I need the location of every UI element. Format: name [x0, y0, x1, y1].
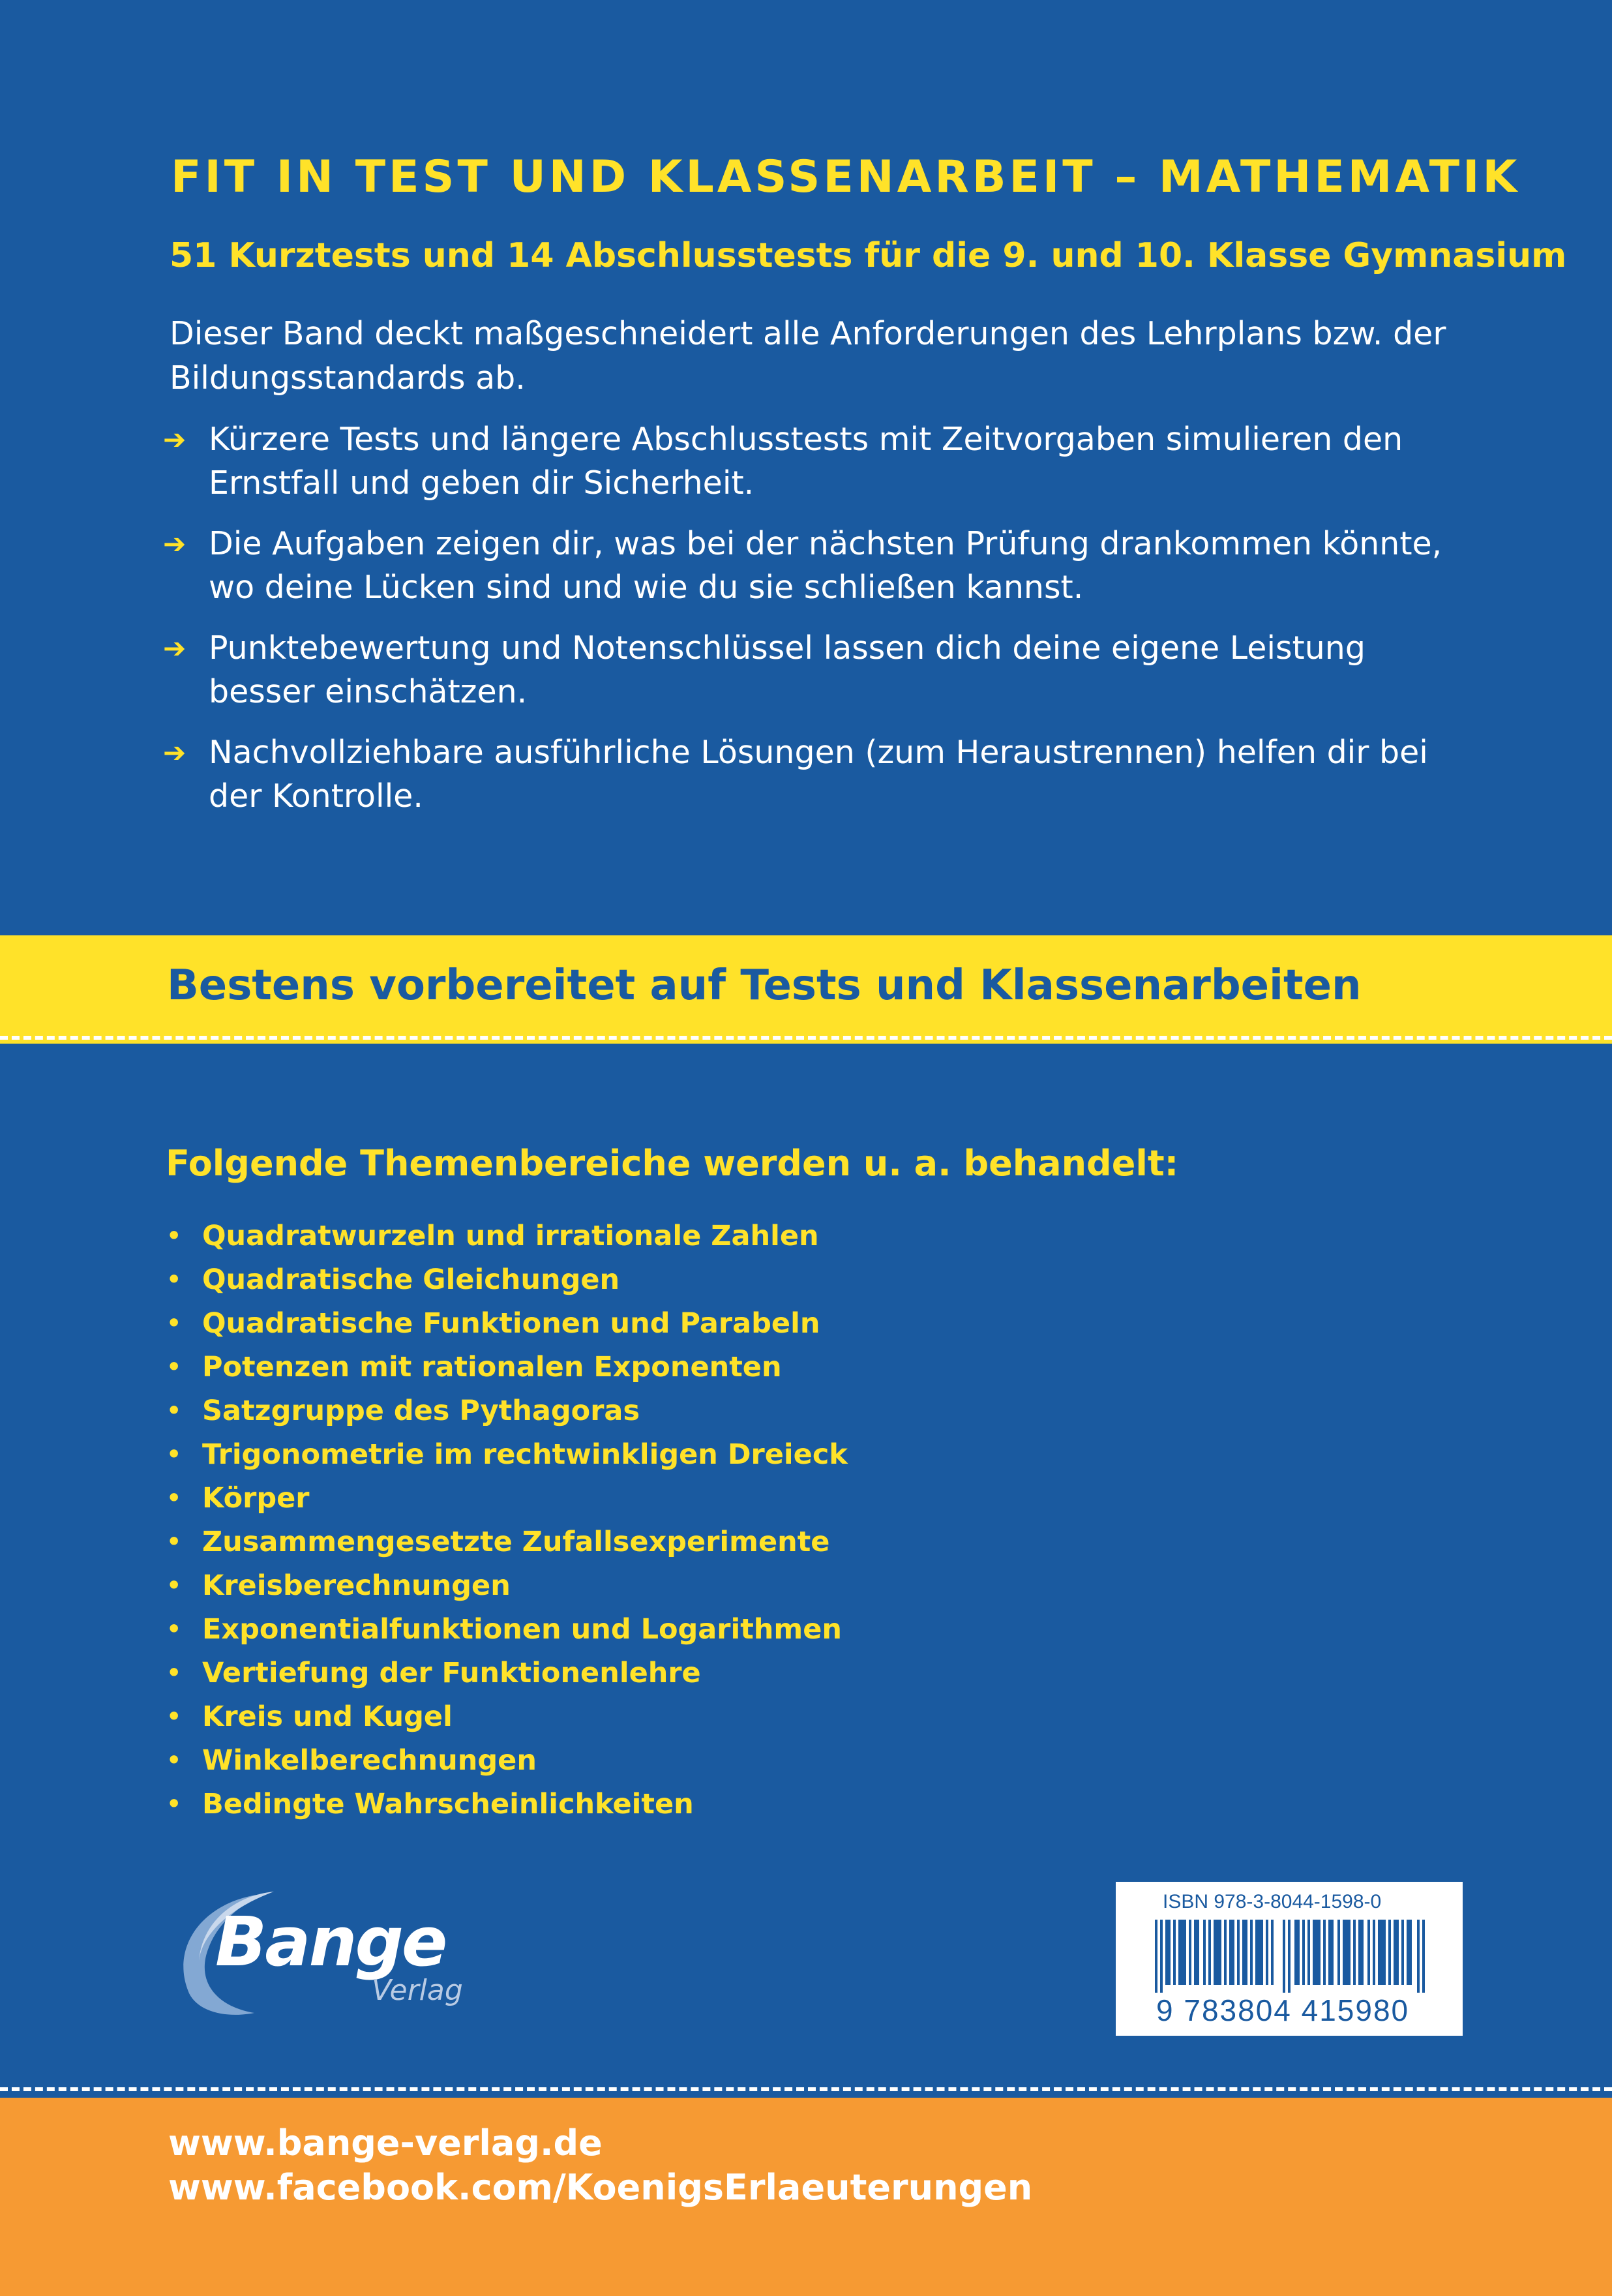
topic-text: Winkelberechnungen: [202, 1744, 537, 1777]
bullet-icon: •: [166, 1700, 183, 1733]
arrow-right-icon: ➔: [163, 423, 187, 455]
bullet-icon: •: [166, 1744, 183, 1777]
dashed-divider: [0, 1036, 1612, 1040]
bullet-icon: •: [166, 1788, 183, 1820]
bullet-icon: •: [166, 1438, 183, 1471]
topic-text: Exponentialfunktionen und Logarithmen: [202, 1613, 843, 1646]
book-subtitle: 51 Kurztests und 14 Abschlusstests für die 9. und 10. Klasse Gymnasium: [170, 236, 1567, 275]
bullet-icon: •: [166, 1482, 183, 1515]
feature-item: [163, 731, 1467, 818]
logo-subtitle: Verlag: [372, 1974, 463, 2007]
topic-item: [166, 1215, 848, 1258]
bullet-icon: •: [166, 1526, 183, 1558]
dashed-divider: [0, 2087, 1612, 2091]
topic-text: Trigonometrie im rechtwinkligen Dreieck: [202, 1438, 848, 1471]
topic-item: [166, 1302, 848, 1346]
top-panel: [0, 0, 1612, 935]
footer: [0, 2098, 1612, 2296]
topic-item: [166, 1783, 848, 1826]
topic-item: [166, 1739, 848, 1783]
topic-text: Quadratische Funktionen und Parabeln: [202, 1307, 820, 1340]
topic-item: [166, 1346, 848, 1389]
feature-text: Nachvollziehbare ausführliche Lösungen (zum Heraustrennen) helfen dir bei der Kontrolle.: [209, 734, 1428, 815]
feature-item: [163, 626, 1467, 714]
topic-item: [166, 1258, 848, 1302]
topic-item: [166, 1433, 848, 1477]
website-link[interactable]: www.bange-verlag.de: [168, 2122, 603, 2164]
yellow-banner: [0, 935, 1612, 1044]
feature-item: [163, 522, 1467, 609]
topic-item: [166, 1564, 848, 1608]
topic-item: [166, 1695, 848, 1739]
bullet-icon: •: [166, 1569, 183, 1602]
feature-item: [163, 417, 1467, 505]
topic-item: [166, 1652, 848, 1695]
arrow-right-icon: ➔: [163, 736, 187, 768]
topic-item: [166, 1520, 848, 1564]
bullet-icon: •: [166, 1613, 183, 1646]
facebook-link[interactable]: www.facebook.com/KoenigsErlaeuterungen: [168, 2167, 1033, 2208]
topic-text: Körper: [202, 1482, 310, 1515]
topic-text: Bedingte Wahrscheinlichkeiten: [202, 1788, 694, 1820]
feature-text: Punktebewertung und Notenschlüssel lassen dich deine eigene Leistung besser einschätzen.: [209, 629, 1366, 710]
topic-list: [166, 1215, 848, 1826]
bullet-icon: •: [166, 1395, 183, 1427]
topic-text: Quadratische Gleichungen: [202, 1263, 620, 1296]
isbn-number: ISBN 978-3-8044-1598-0: [1163, 1891, 1382, 1912]
bullet-icon: •: [166, 1307, 183, 1340]
topic-text: Potenzen mit rationalen Exponenten: [202, 1351, 782, 1383]
publisher-logo: [163, 1889, 476, 2019]
topic-text: Vertiefung der Funktionenlehre: [202, 1657, 701, 1689]
feature-text: Die Aufgaben zeigen dir, was bei der nächsten Prüfung drankommen könnte, wo deine Lücken sind und wie du sie schließen kannst.: [209, 525, 1442, 606]
feature-text: Kürzere Tests und längere Abschlusstests mit Zeitvorgaben simulieren den Ernstfall und geben dir Sicherheit.: [209, 421, 1403, 502]
intro-text: Dieser Band deckt maßgeschneidert alle Anforderungen des Lehrplans bzw. der Bildungsstandards ab.: [170, 315, 1446, 397]
feature-list: [163, 417, 1467, 835]
topic-text: Kreis und Kugel: [202, 1700, 453, 1733]
isbn-barcode: [1116, 1882, 1463, 2036]
topic-item: [166, 1477, 848, 1520]
topics-heading: Folgende Themenbereiche werden u. a. behandelt:: [166, 1143, 1179, 1184]
barcode-bars-icon: [1155, 1920, 1429, 1993]
banner-text: Bestens vorbereitet auf Tests und Klassenarbeiten: [167, 961, 1362, 1010]
topic-text: Zusammengesetzte Zufallsexperimente: [202, 1526, 830, 1558]
series-title: FIT IN TEST UND KLASSENARBEIT – MATHEMATIK: [171, 151, 1521, 203]
bullet-icon: •: [166, 1351, 183, 1383]
arrow-right-icon: ➔: [163, 632, 187, 664]
topic-text: Satzgruppe des Pythagoras: [202, 1395, 640, 1427]
arrow-right-icon: ➔: [163, 528, 187, 560]
topic-item: [166, 1608, 848, 1652]
bullet-icon: •: [166, 1657, 183, 1689]
bullet-icon: •: [166, 1263, 183, 1296]
logo-name: Bange: [215, 1902, 446, 1982]
barcode-digits: 9 783804 415980: [1156, 1993, 1410, 2027]
topic-text: Kreisberechnungen: [202, 1569, 511, 1602]
topic-item: [166, 1389, 848, 1433]
topic-text: Quadratwurzeln und irrationale Zahlen: [202, 1220, 819, 1252]
bullet-icon: •: [166, 1220, 183, 1252]
